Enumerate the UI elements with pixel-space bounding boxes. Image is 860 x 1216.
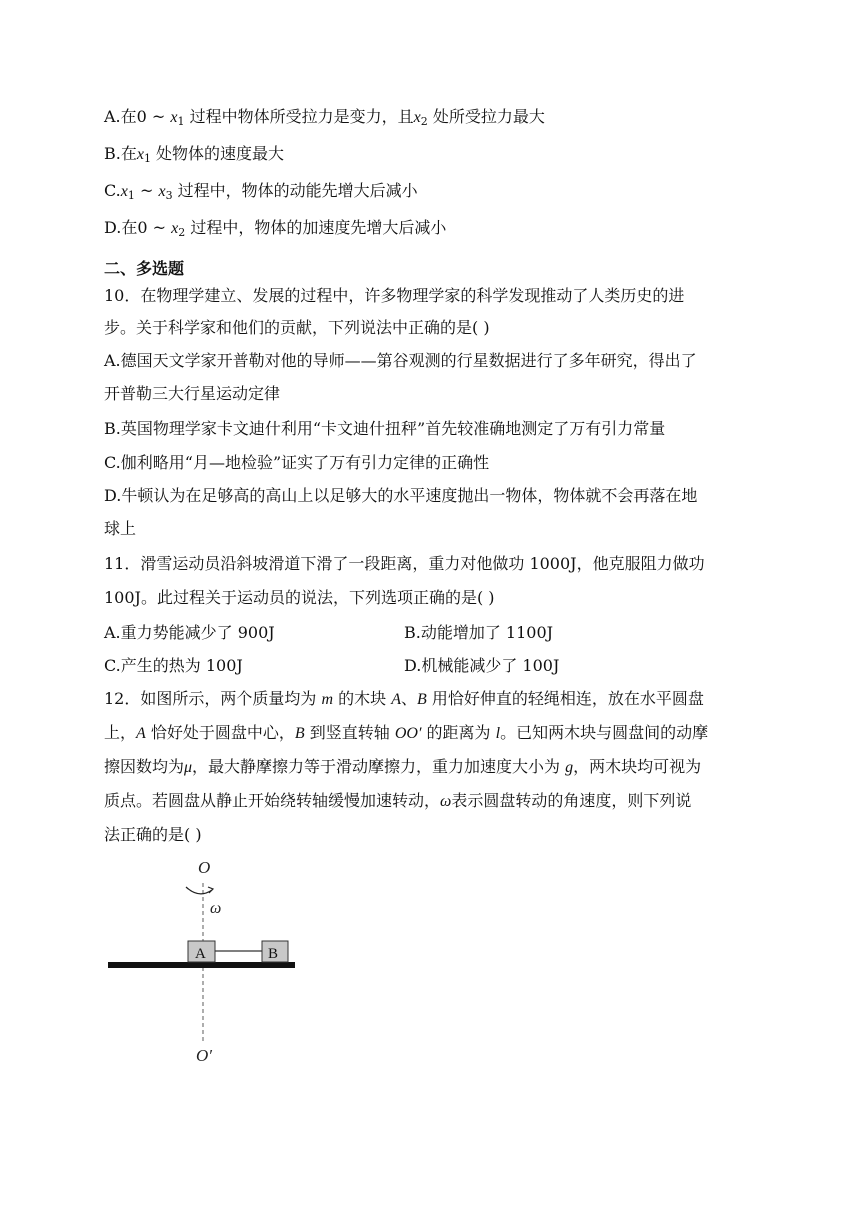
q12-stem-line-4 [104,790,691,813]
q10-stem-line-1: 10．在物理学建立、发展的过程中，许多物理学家的科学发现推动了人类历史的进 [104,286,685,305]
var-x: x [171,220,179,237]
option-text: A.在 [104,107,137,126]
stem-text: 的距离为 [421,723,496,742]
option-text: 过程中，物体的动能先增大后减小 [172,181,418,200]
range-start: 0 ~ [136,107,171,126]
var-b: B [417,691,427,708]
var-x: x [136,146,144,163]
var-x: x [413,109,421,126]
q9-option-a [104,106,545,129]
stem-text: 表示圆盘转动的角速度，则下列说 [451,791,692,810]
var-x: x [158,183,166,200]
subscript: 1 [143,152,151,165]
option-text: B.在 [104,144,137,163]
rotating-disk-figure [104,855,304,1070]
stem-text: 上， [104,723,137,742]
stem-text: ，两木块均可视为 [573,757,702,776]
var-axis: OO′ [394,725,422,742]
q10-option-d-line-2: 球上 [104,519,137,538]
q9-option-d [104,217,446,240]
block-a-label: A [195,946,206,962]
q9-option-b [104,143,284,166]
axis-top-label: O [198,858,211,877]
q10-stem-line-2: 步。关于科学家和他们的贡献，下列说法中正确的是( ) [104,318,490,337]
stem-text: 擦因数均为 [104,757,185,776]
var-l: l [495,725,501,742]
var-a: A [136,725,146,742]
q11-option-d: D.机械能减少了 100J [404,656,560,675]
stem-text: 用恰好伸直的轻绳相连，放在水平圆盘 [426,689,704,708]
omega-label: ω [210,900,222,917]
range-start: 0 ~ [137,218,172,237]
var-x: x [120,183,128,200]
q10-option-a-line-2: 开普勒三大行星运动定律 [104,384,281,403]
var-g: g [565,759,574,776]
subscript: 3 [165,189,173,202]
disk [108,962,295,968]
section-title: 二、多选题 [104,259,185,278]
var-omega: ω [440,793,452,810]
q11-option-c: C.产生的热为 100J [104,656,243,675]
block-b-label: B [268,946,279,962]
stem-text: 的木块 [333,689,392,708]
option-text: 处所受拉力最大 [427,107,545,126]
rotation-arrow [186,887,212,894]
q12-stem-line-1 [104,688,704,711]
var-b: B [294,725,305,742]
figure-svg [104,855,304,1070]
subscript: 2 [178,226,186,239]
q12-stem-line-2 [104,722,708,745]
stem-text: 质点。若圆盘从静止开始绕转轴缓慢加速转动， [104,791,441,810]
q12-stem-line-5: 法正确的是( ) [104,825,202,844]
q10-option-b: B.英国物理学家卡文迪什利用“卡文迪什扭秤”首先较准确地测定了万有引力常量 [104,419,666,438]
stem-text: 。已知两木块与圆盘间的动摩 [500,723,709,742]
stem-text: 恰好处于圆盘中心， [145,723,295,742]
stem-text: 12．如图所示，两个质量均为 [104,689,322,708]
q11-option-b: B.动能增加了 1100J [404,623,554,642]
stem-text: ，最大静摩擦力等于滑动摩擦力，重力加速度大小为 [192,757,566,776]
var-mu: μ [184,759,193,776]
q10-option-a-line-1: A.德国天文学家开普勒对他的导师——第谷观测的行星数据进行了多年研究，得出了 [104,351,697,370]
option-text: 过程中，物体的加速度先增大后减小 [185,218,447,237]
q11-stem-line-2: 100J。此过程关于运动员的说法，下列选项正确的是( ) [104,588,495,607]
stem-text: 到竖直转轴 [304,723,395,742]
q12-stem-line-3 [104,756,701,779]
var-x: x [170,109,178,126]
subscript: 1 [177,115,185,128]
q11-stem-line-1: 11．滑雪运动员沿斜坡滑道下滑了一段距离，重力对他做功 1000J，他克服阻力做功 [104,554,705,573]
q11-option-a: A.重力势能减少了 900J [104,623,275,642]
q10-option-c: C.伽利略用“月—地检验”证实了万有引力定律的正确性 [104,453,490,472]
var-m: m [321,691,334,708]
q10-option-d-line-1: D.牛顿认为在足够高的高山上以足够大的水平速度抛出一物体，物体就不会再落在地 [104,486,698,505]
subscript: 1 [127,189,135,202]
subscript: 2 [420,115,428,128]
option-text: C. [104,181,121,200]
option-text: 过程中物体所受拉力是变力，且 [184,107,414,126]
option-text: D.在 [104,218,138,237]
q9-option-c [104,180,418,203]
tilde: ~ [134,181,159,200]
stem-text: 、 [400,689,417,708]
option-text: 处物体的速度最大 [150,144,285,163]
var-a: A [391,691,401,708]
axis-bottom-label: O′ [196,1046,212,1065]
